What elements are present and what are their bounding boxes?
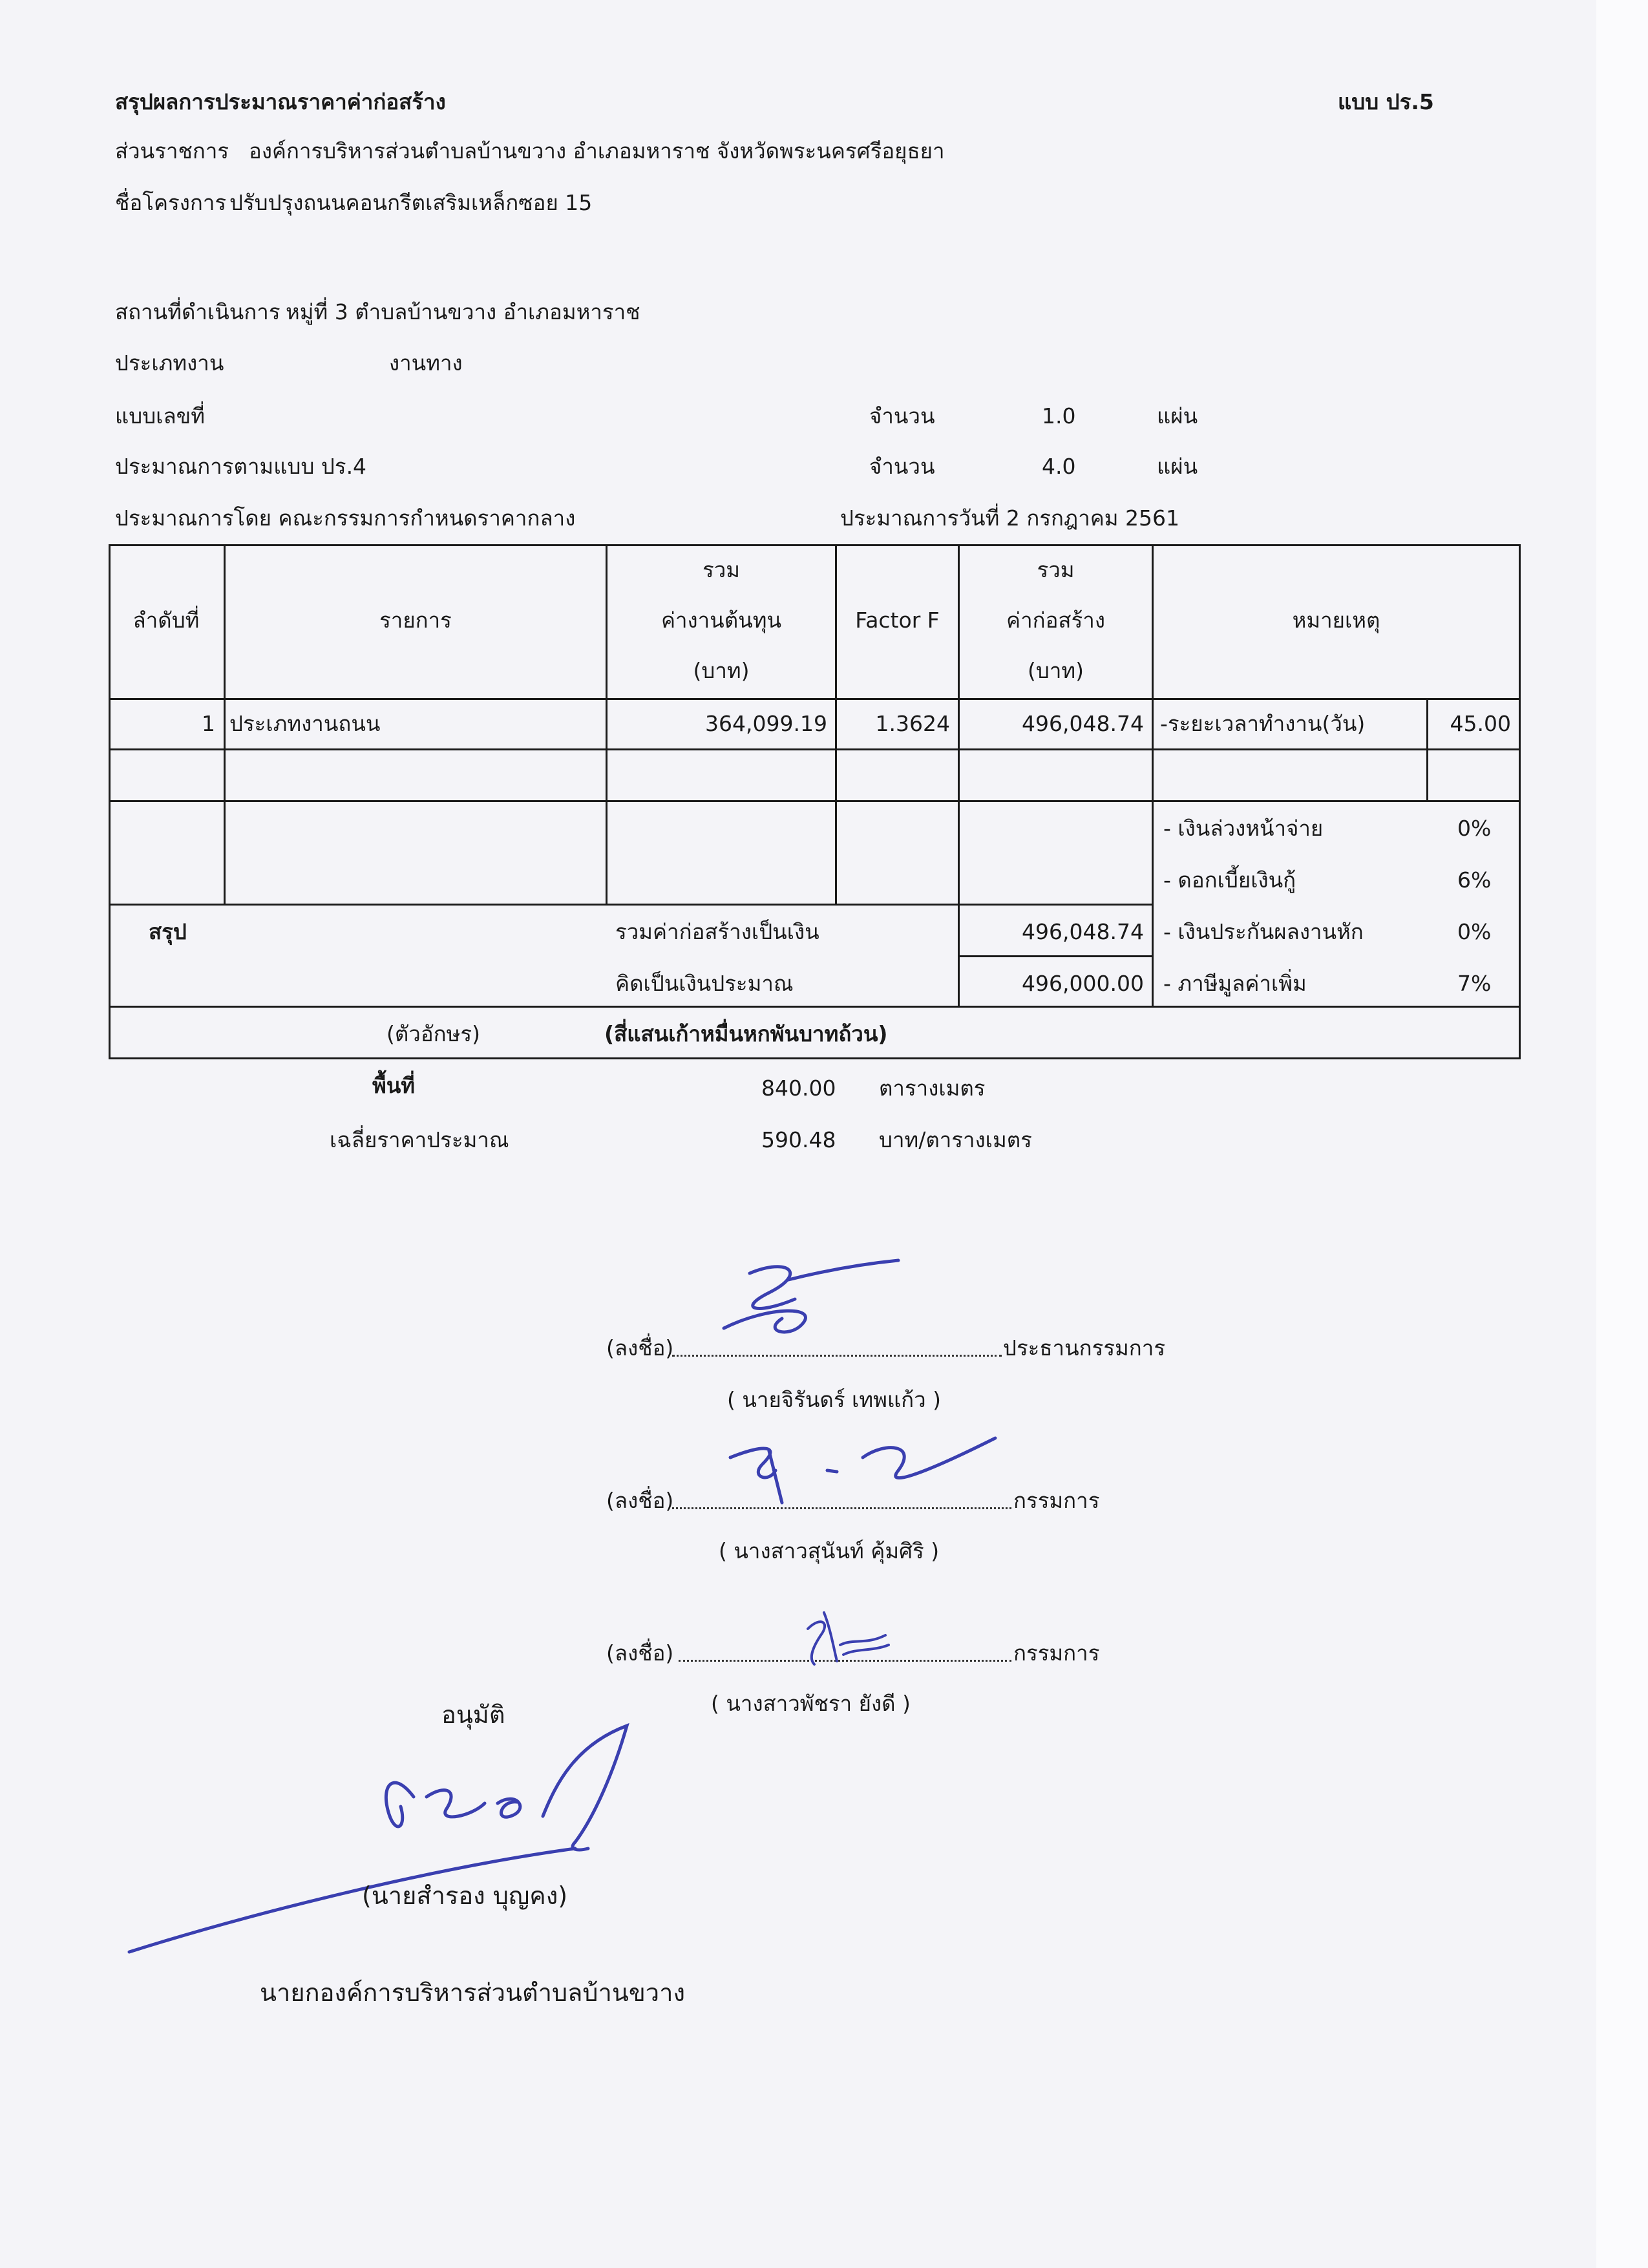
summary-total-value: 496,048.74 bbox=[1022, 919, 1144, 944]
header-cost-line2: ค่างานต้นทุน bbox=[660, 608, 782, 633]
approval-label: อนุมัติ bbox=[441, 1701, 505, 1729]
remark-guarantee: - เงินประกันผลงานหัก bbox=[1163, 919, 1364, 944]
amount-words: (สี่แสนเก้าหมื่นหกพันบาทถ้วน) bbox=[604, 1021, 888, 1046]
location-label: สถานที่ดำเนินการ bbox=[115, 299, 280, 324]
area-value: 840.00 bbox=[761, 1076, 836, 1101]
chair-name: ( นายจิรันดร์ เทพแก้ว ) bbox=[727, 1387, 941, 1412]
member1-role: กรรมการ bbox=[1013, 1488, 1100, 1513]
chair-signature bbox=[711, 1254, 905, 1351]
average-price-value: 590.48 bbox=[761, 1127, 836, 1152]
average-price-label: เฉลี่ยราคาประมาณ bbox=[330, 1127, 509, 1152]
approver-title: นายกองค์การบริหารส่วนตำบลบ้านขวาง bbox=[260, 1978, 686, 2007]
row-factor: 1.3624 bbox=[875, 711, 950, 736]
area-unit: ตารางเมตร bbox=[879, 1076, 986, 1101]
row-cost: 364,099.19 bbox=[705, 711, 827, 736]
remark-interest: - ดอกเบี้ยเงินกู้ bbox=[1163, 867, 1296, 893]
header-factor: Factor F bbox=[855, 608, 940, 633]
remark-vat: - ภาษีมูลค่าเพิ่ม bbox=[1163, 971, 1307, 996]
member2-role: กรรมการ bbox=[1013, 1640, 1100, 1666]
chair-role: ประธานกรรมการ bbox=[1003, 1335, 1166, 1361]
amount-words-label: (ตัวอักษร) bbox=[386, 1021, 480, 1046]
average-price-unit: บาท/ตารางเมตร bbox=[879, 1127, 1032, 1152]
row-remark: -ระยะเวลาทำงาน(วัน) bbox=[1160, 711, 1366, 736]
estimated-by: ประมาณการโดย คณะกรรมการกำหนดราคากลาง bbox=[115, 505, 576, 531]
member2-name: ( นางสาวพัชรา ยังดี ) bbox=[711, 1691, 911, 1716]
header-order: ลำดับที่ bbox=[132, 608, 200, 633]
row-order: 1 bbox=[202, 711, 215, 736]
member1-signature bbox=[724, 1432, 1002, 1516]
remark-interest-value: 6% bbox=[1457, 867, 1492, 893]
form-code: แบบ ปร.5 bbox=[1338, 89, 1434, 114]
header-item: รายการ bbox=[379, 608, 452, 633]
estimate-date: ประมาณการวันที่ 2 กรกฎาคม 2561 bbox=[840, 505, 1180, 531]
work-type-label: ประเภทงาน bbox=[115, 350, 224, 376]
remark-vat-value: 7% bbox=[1457, 971, 1492, 996]
estimate-count-label: จำนวน bbox=[869, 454, 935, 479]
estimate-count: 4.0 bbox=[1042, 454, 1076, 479]
scan-edge bbox=[1596, 0, 1648, 2268]
sign-label-member1: (ลงชื่อ) bbox=[606, 1488, 674, 1513]
plan-count: 1.0 bbox=[1042, 403, 1076, 429]
header-total-line2: ค่าก่อสร้าง bbox=[1006, 608, 1105, 633]
summary-approx-value: 496,000.00 bbox=[1022, 971, 1144, 996]
sign-label-member2: (ลงชื่อ) bbox=[606, 1640, 674, 1666]
agency-label: ส่วนราชการ bbox=[115, 138, 229, 164]
plan-unit: แผ่น bbox=[1157, 403, 1198, 429]
remark-advance: - เงินล่วงหน้าจ่าย bbox=[1163, 816, 1324, 841]
area-label: พื้นที่ bbox=[372, 1073, 416, 1098]
approver-signature bbox=[123, 1719, 640, 1965]
row-total: 496,048.74 bbox=[1022, 711, 1144, 736]
estimate-label: ประมาณการตามแบบ ปร.4 bbox=[115, 454, 367, 479]
work-type-value: งานทาง bbox=[389, 350, 463, 376]
location-value: หมู่ที่ 3 ตำบลบ้านขวาง อำเภอมหาราช bbox=[286, 299, 640, 324]
header-total-line3: (บาท) bbox=[1028, 658, 1084, 683]
summary-total-label: รวมค่าก่อสร้างเป็นเงิน bbox=[615, 919, 819, 944]
header-remark: หมายเหตุ bbox=[1292, 608, 1380, 633]
project-label: ชื่อโครงการ bbox=[115, 190, 227, 215]
signature-line-chair bbox=[672, 1355, 1002, 1357]
member1-name: ( นางสาวสุนันท์ คุ้มศิริ ) bbox=[719, 1538, 940, 1563]
summary-approx-label: คิดเป็นเงินประมาณ bbox=[615, 971, 794, 996]
agency-value: องค์การบริหารส่วนตำบลบ้านขวาง อำเภอมหาราช จังหวัดพระนครศรีอยุธยา bbox=[249, 138, 945, 164]
row-remark-value: 45.00 bbox=[1450, 711, 1511, 736]
approver-name: (นายสำรอง บุญคง) bbox=[362, 1881, 568, 1910]
remark-advance-value: 0% bbox=[1457, 816, 1492, 841]
header-cost-line1: รวม bbox=[702, 557, 740, 582]
remark-guarantee-value: 0% bbox=[1457, 919, 1492, 944]
member2-signature bbox=[795, 1609, 892, 1668]
sign-label-chair: (ลงชื่อ) bbox=[606, 1335, 674, 1361]
header-total-line1: รวม bbox=[1037, 557, 1075, 582]
plan-count-label: จำนวน bbox=[869, 403, 935, 429]
row-item: ประเภทงานถนน bbox=[229, 711, 381, 736]
document-title: สรุปผลการประมาณราคาค่าก่อสร้าง bbox=[115, 89, 446, 114]
project-value: ปรับปรุงถนนคอนกรีตเสริมเหล็กซอย 15 bbox=[229, 190, 593, 215]
plan-number-label: แบบเลขที่ bbox=[115, 403, 205, 429]
header-cost-line3: (บาท) bbox=[693, 658, 750, 683]
estimate-unit: แผ่น bbox=[1157, 454, 1198, 479]
summary-label: สรุป bbox=[149, 919, 187, 944]
